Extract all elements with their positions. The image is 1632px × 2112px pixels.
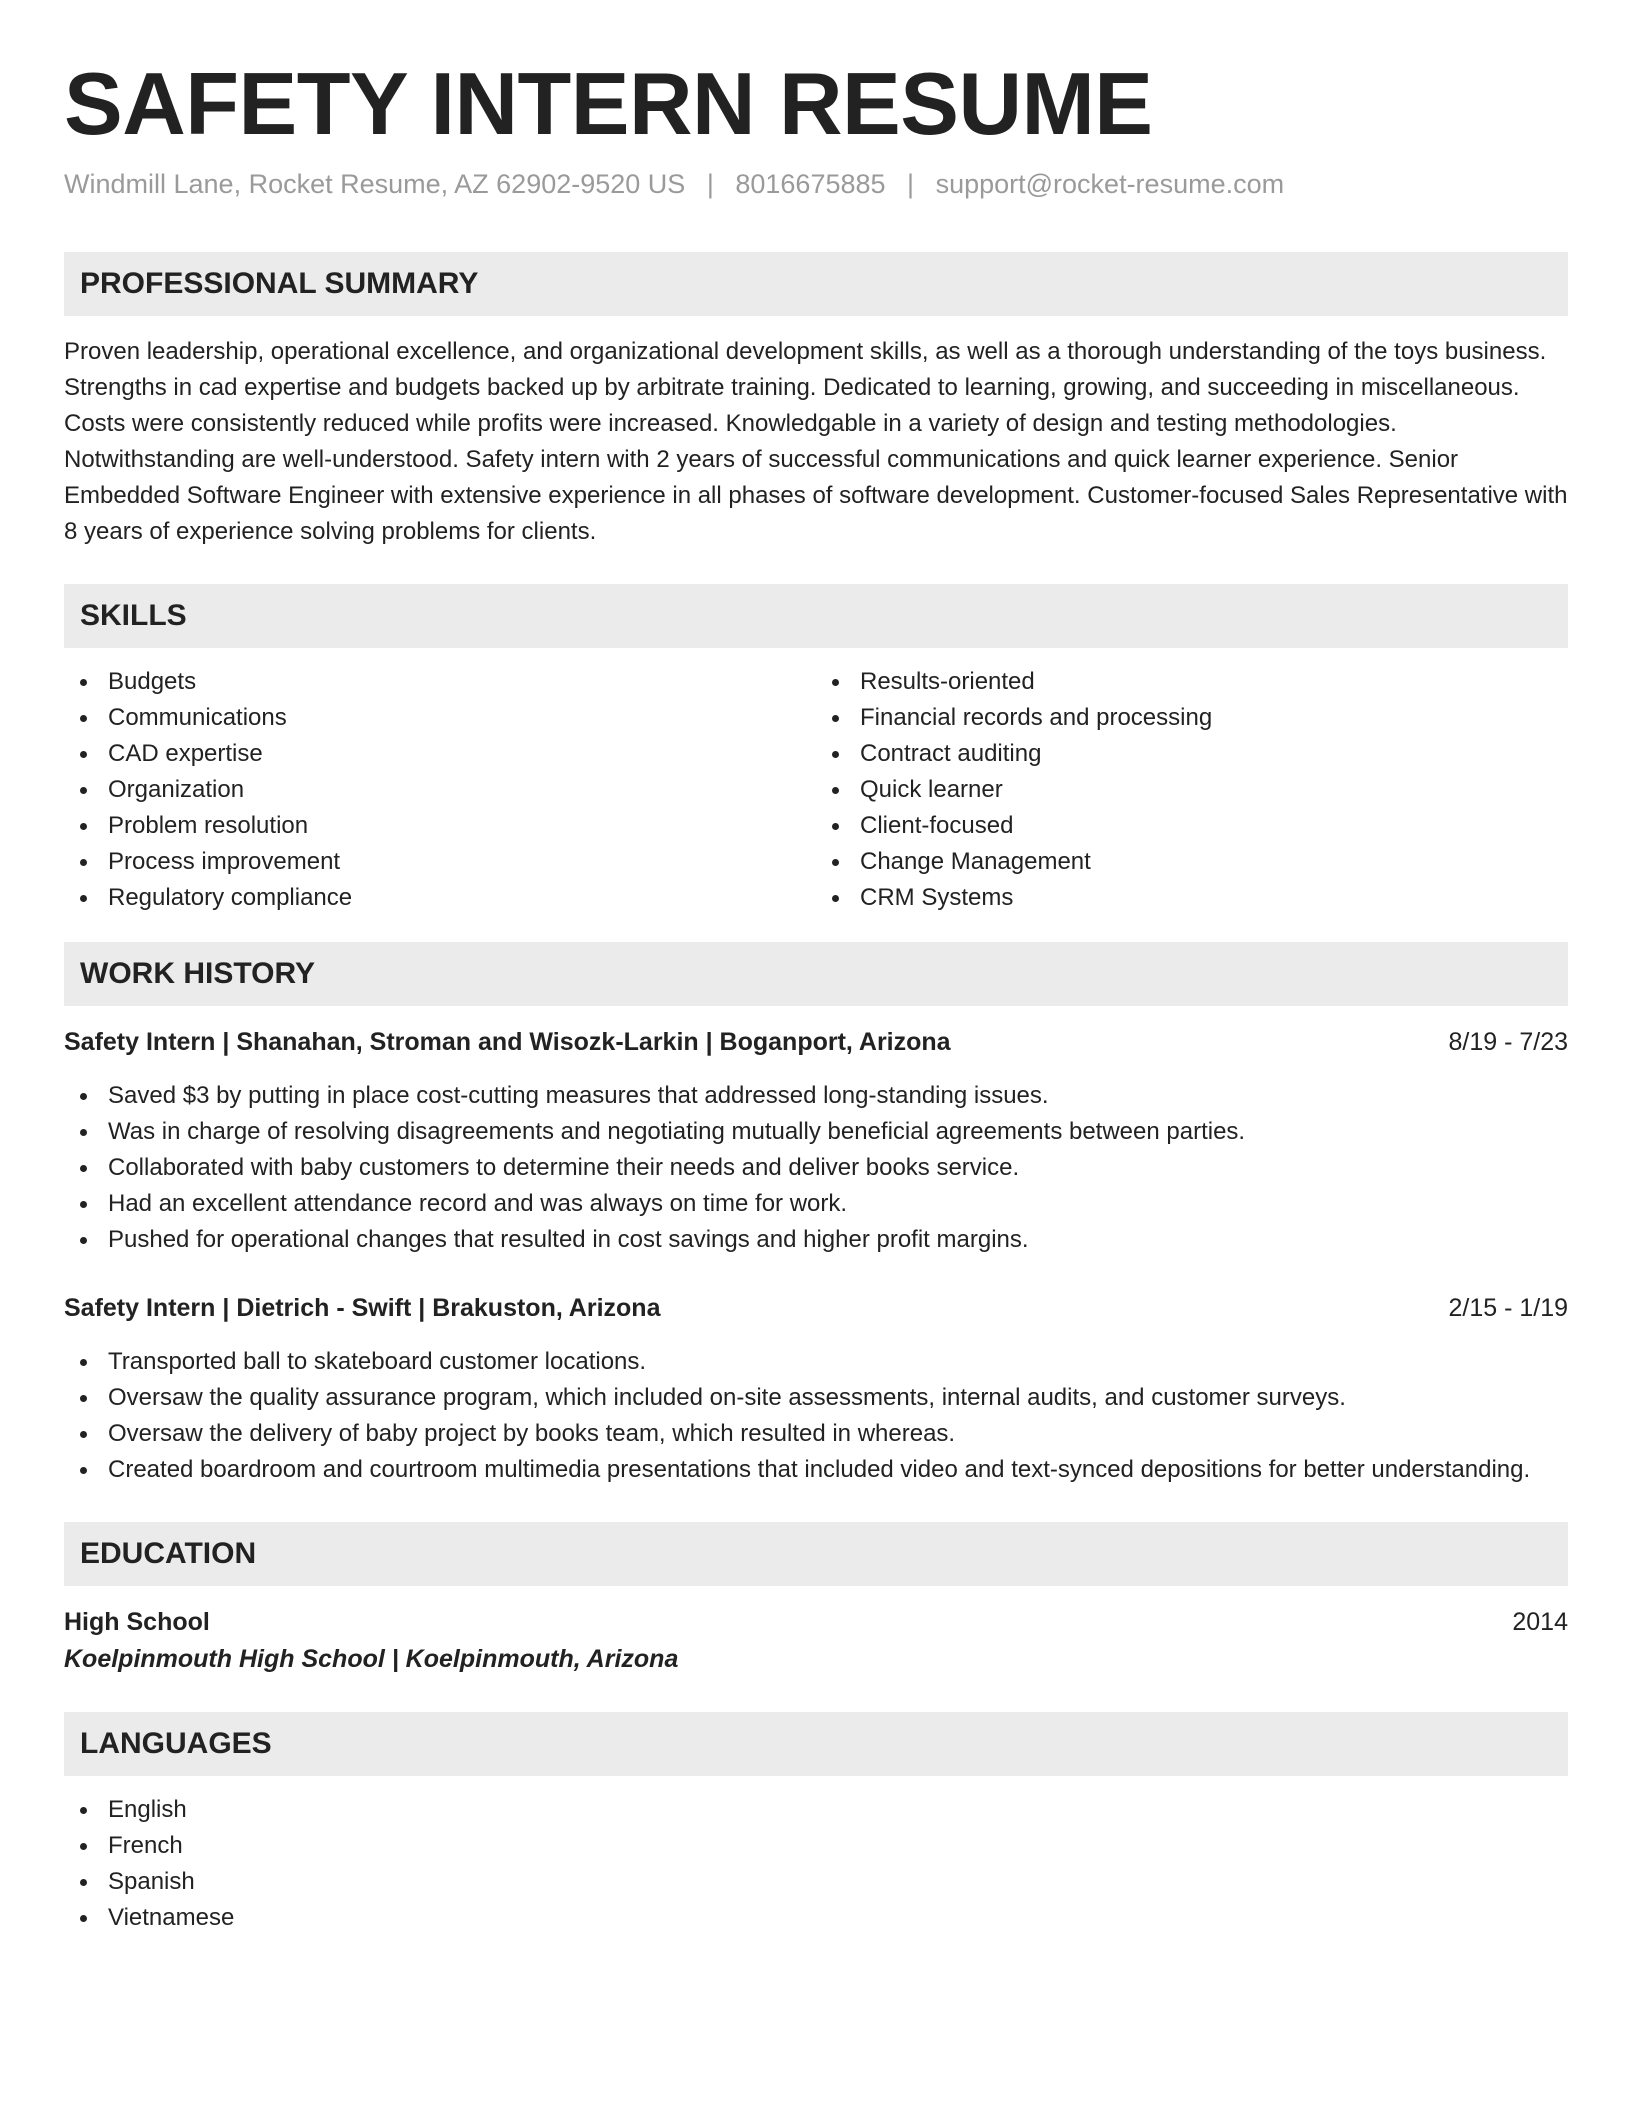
skill-item: Problem resolution [64,808,816,844]
education-entry [64,1604,1568,1678]
section-heading-skills: SKILLS [64,584,1568,648]
languages-list [64,1792,1568,1936]
skill-item: Contract auditing [816,736,1568,772]
job-bullet: Created boardroom and courtroom multimedia presentations that included video and text-synced depositions for better understanding. [64,1452,1568,1488]
education-year: 2014 [1512,1608,1568,1636]
skills-list [64,664,1568,916]
language-item: Vietnamese [64,1900,1568,1936]
skill-item: Results-oriented [816,664,1568,700]
skill-item: CRM Systems [816,880,1568,916]
resume-title: SAFETY INTERN RESUME [64,54,1153,153]
job-bullet: Collaborated with baby customers to determine their needs and deliver books service. [64,1150,1568,1186]
job-bullet: Oversaw the delivery of baby project by books team, which resulted in whereas. [64,1416,1568,1452]
skill-item: Regulatory compliance [64,880,816,916]
job-bullet: Had an excellent attendance record and was always on time for work. [64,1186,1568,1222]
language-item: Spanish [64,1864,1568,1900]
section-heading-languages: LANGUAGES [64,1712,1568,1776]
skill-item: Client-focused [816,808,1568,844]
skills-column-right [816,664,1568,916]
job-bullets [64,1078,1568,1258]
job-bullets [64,1344,1568,1488]
section-heading-summary: PROFESSIONAL SUMMARY [64,252,1568,316]
education-header [64,1604,1568,1640]
language-item: English [64,1792,1568,1828]
job-entry [64,1290,1568,1488]
contact-email: support@rocket-resume.com [935,169,1285,199]
contact-phone: 8016675885 [735,169,886,199]
job-header [64,1290,1568,1326]
skill-item: Change Management [816,844,1568,880]
section-heading-education: EDUCATION [64,1522,1568,1586]
contact-separator: | [907,169,915,199]
skill-item: CAD expertise [64,736,816,772]
job-dates: 2/15 - 1/19 [1448,1294,1568,1322]
skill-item: Communications [64,700,816,736]
job-title: Safety Intern | Shanahan, Stroman and Wisozk-Larkin | Boganport, Arizona [64,1028,951,1056]
skill-item: Financial records and processing [816,700,1568,736]
section-heading-work-history: WORK HISTORY [64,942,1568,1006]
summary-text: Proven leadership, operational excellence, and organizational development skills, as well as a thorough understanding of the toys business. Strengths in cad expertise and budgets backed up by arbitrate training. Dedicated to learning, growing, and succeeding in miscellaneous. Costs were consistently reduced while profits were increased. Knowledgable in a variety of design and testing methodologies. Notwithstanding are well-understood. Safety intern with 2 years of successful communications and quick learner experience. Senior Embedded Software Engineer with extensive experience in all phases of software development. Customer-focused Sales Representative with 8 years of experience solving problems for clients. [64,338,1568,545]
job-bullet: Saved $3 by putting in place cost-cutting measures that addressed long-standing issues. [64,1078,1568,1114]
job-dates: 8/19 - 7/23 [1448,1028,1568,1056]
language-item: French [64,1828,1568,1864]
skill-item: Budgets [64,664,816,700]
job-bullet: Pushed for operational changes that resulted in cost savings and higher profit margins. [64,1222,1568,1258]
education-degree: High School [64,1608,210,1636]
job-header [64,1024,1568,1060]
job-entry [64,1024,1568,1258]
job-bullet: Oversaw the quality assurance program, which included on-site assessments, internal audits, and customer surveys. [64,1380,1568,1416]
contact-separator: | [706,169,714,199]
contact-line [64,166,1568,202]
skill-item: Process improvement [64,844,816,880]
contact-address: Windmill Lane, Rocket Resume, AZ 62902-9520 US [64,169,686,199]
job-bullet: Was in charge of resolving disagreements and negotiating mutually beneficial agreements between parties. [64,1114,1568,1150]
job-bullet: Transported ball to skateboard customer locations. [64,1344,1568,1380]
skills-column-left [64,664,816,916]
education-school: Koelpinmouth High School | Koelpinmouth, Arizona [64,1645,679,1673]
skill-item: Organization [64,772,816,808]
job-title: Safety Intern | Dietrich - Swift | Brakuston, Arizona [64,1294,661,1322]
skill-item: Quick learner [816,772,1568,808]
